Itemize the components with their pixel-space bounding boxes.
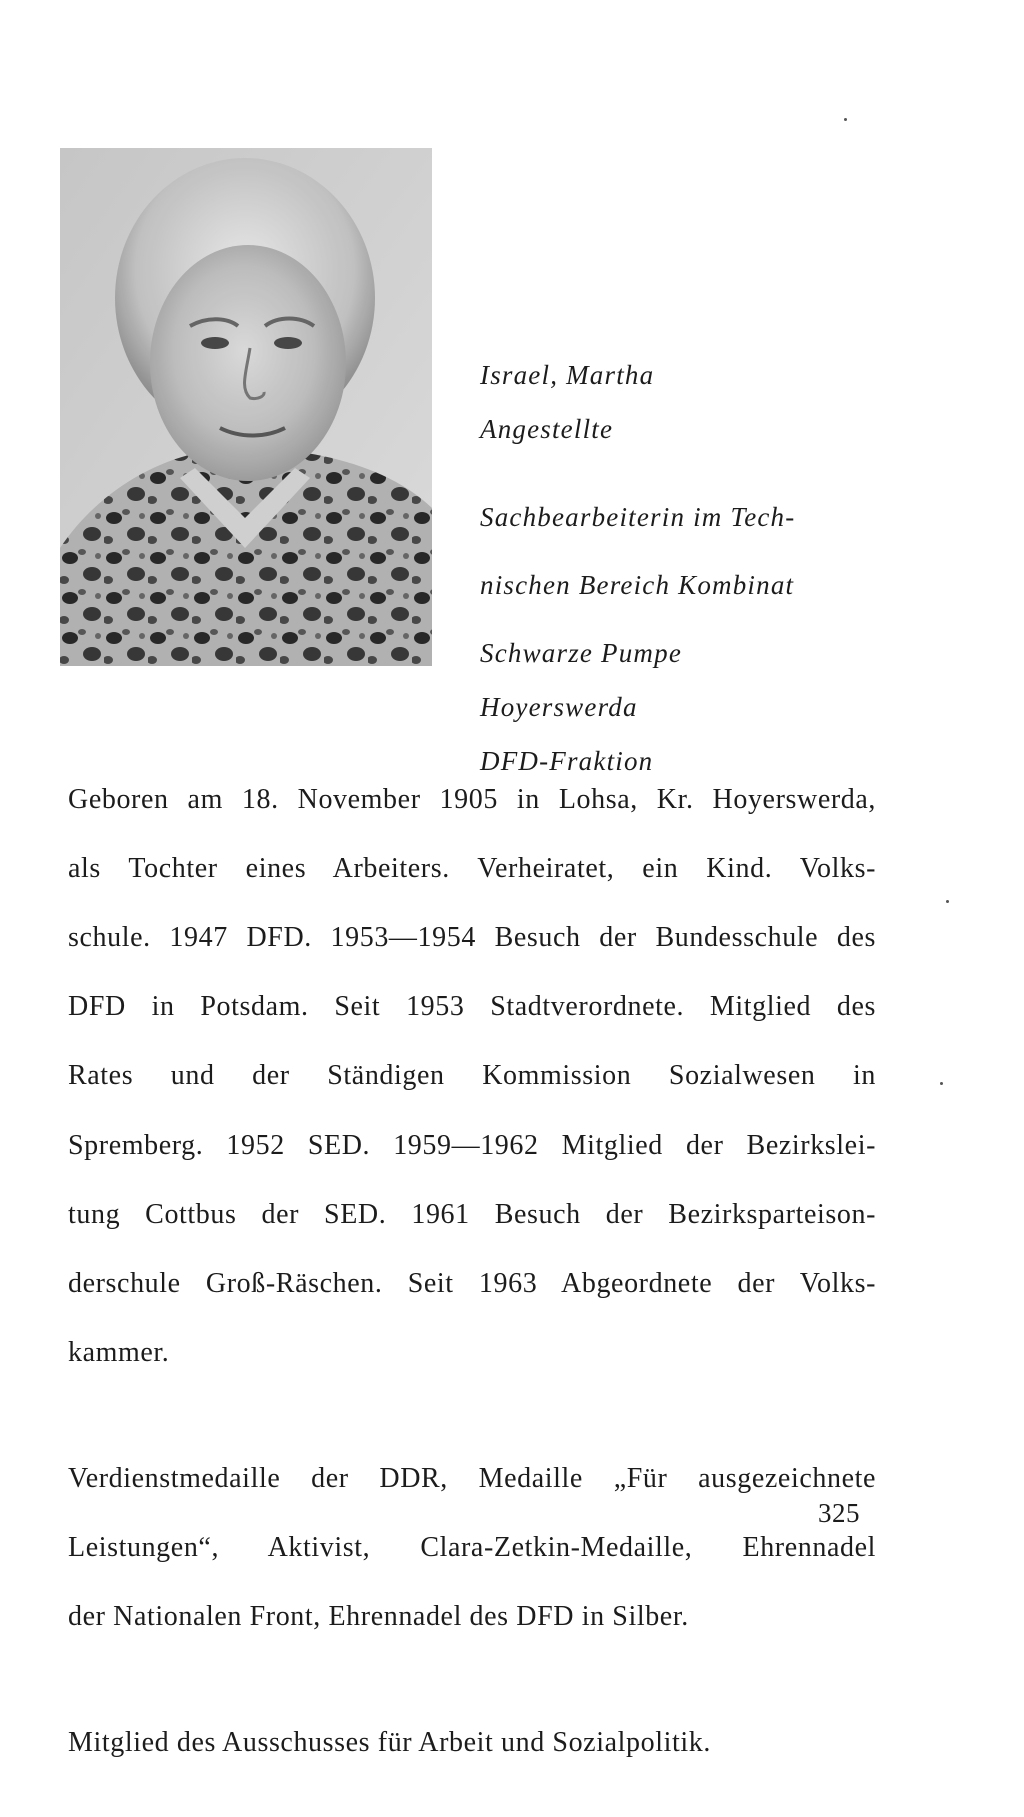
person-caption bbox=[480, 358, 880, 798]
text-line: Mitglied des Ausschusses für Arbeit und Sozialpolitik. bbox=[68, 1727, 711, 1759]
biography-paragraph-committee bbox=[68, 1691, 876, 1795]
text-line: Spremberg. 1952 SED. 1959—1962 Mitglied der Bezirkslei- bbox=[68, 1129, 876, 1161]
text-line: kammer. bbox=[68, 1337, 170, 1369]
person-occupation: Angestellte bbox=[480, 414, 614, 444]
page-number: 325 bbox=[818, 1498, 860, 1528]
portrait-photo bbox=[60, 148, 432, 666]
text-line: der Nationalen Front, Ehrennadel des DFD in Silber. bbox=[68, 1601, 689, 1633]
text-line: derschule Groß-Räschen. Seit 1963 Abgeordnete der Volks- bbox=[68, 1267, 876, 1299]
person-name: Israel, Martha bbox=[480, 360, 655, 390]
text-line: tung Cottbus der SED. 1961 Besuch der Bezirksparteison- bbox=[68, 1198, 876, 1230]
position-line: Sachbearbeiterin im Tech- bbox=[480, 502, 796, 532]
print-speck bbox=[940, 1082, 943, 1085]
text-line: Rates und der Ständigen Kommission Sozialwesen in bbox=[68, 1060, 876, 1092]
text-line: schule. 1947 DFD. 1953—1954 Besuch der Bundesschule des bbox=[68, 921, 876, 953]
biography-paragraph-life bbox=[68, 748, 876, 1405]
text-line: Leistungen“, Aktivist, Clara-Zetkin-Medaille, Ehrennadel bbox=[68, 1532, 876, 1564]
biography-paragraph-awards bbox=[68, 1427, 876, 1669]
biography bbox=[68, 748, 876, 1817]
person-faction: DFD-Fraktion bbox=[480, 746, 654, 776]
text-line: DFD in Potsdam. Seit 1953 Stadtverordnete. Mitglied des bbox=[68, 991, 876, 1023]
print-speck bbox=[946, 900, 949, 903]
position-line: nischen Bereich Kombinat bbox=[480, 570, 795, 600]
text-line: Verdienstmedaille der DDR, Medaille „Für ausgezeichnete bbox=[68, 1462, 876, 1494]
position-line: Schwarze Pumpe bbox=[480, 638, 683, 668]
text-line: als Tochter eines Arbeiters. Verheiratet, ein Kind. Volks- bbox=[68, 852, 876, 884]
person-place: Hoyerswerda bbox=[480, 692, 638, 722]
text-line: Geboren am 18. November 1905 in Lohsa, Kr. Hoyerswerda, bbox=[68, 783, 876, 815]
person-position bbox=[480, 466, 880, 670]
print-speck bbox=[844, 118, 847, 121]
portrait-image bbox=[60, 148, 432, 666]
